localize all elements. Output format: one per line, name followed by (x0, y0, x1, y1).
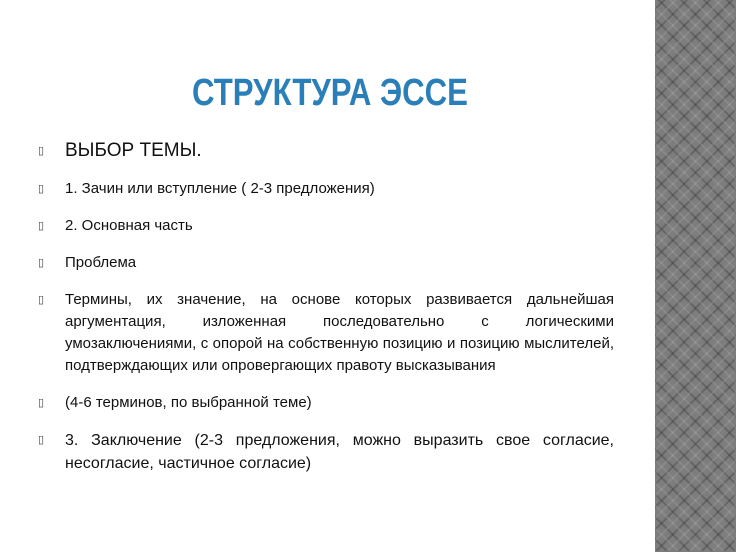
bullet-icon: ▯ (38, 434, 45, 446)
bullet-icon: ▯ (38, 145, 45, 157)
list-item-text: (4-6 терминов, по выбранной теме) (65, 394, 312, 411)
list-item (38, 429, 614, 475)
list-item-text: ВЫБОР ТЕМЫ. (65, 140, 202, 161)
list-item-text: Проблема (65, 254, 137, 271)
list-item-text: Термины, их значение, на основе которых развивается дальнейшая аргументация, изложенная последовательно с логическими умозаключениями, с опорой на собственную позицию и позицию мыслителей, подтверждающих или опровергающих правоту высказывания (65, 291, 614, 374)
bullet-icon: ▯ (38, 220, 45, 232)
list-item-text: 1. Зачин или вступление ( 2-3 предложения) (65, 180, 375, 197)
bullet-icon: ▯ (38, 397, 45, 409)
list-item-text: 3. Заключение (2-3 предложения, можно выразить свое согласие, несогласие, частичное согласие) (65, 432, 614, 472)
bullet-icon: ▯ (38, 257, 45, 269)
list-item-text: 2. Основная часть (65, 217, 193, 234)
list-item (38, 252, 614, 274)
list-item (38, 289, 614, 377)
bullet-list (38, 138, 614, 490)
list-item (38, 138, 614, 164)
bullet-icon: ▯ (38, 294, 45, 306)
slide-title: СТРУКТУРА ЭССЕ (192, 72, 468, 114)
list-item (38, 178, 614, 200)
list-item (38, 392, 614, 414)
decorative-side-pattern (655, 0, 736, 552)
list-item (38, 215, 614, 237)
bullet-icon: ▯ (38, 183, 45, 195)
